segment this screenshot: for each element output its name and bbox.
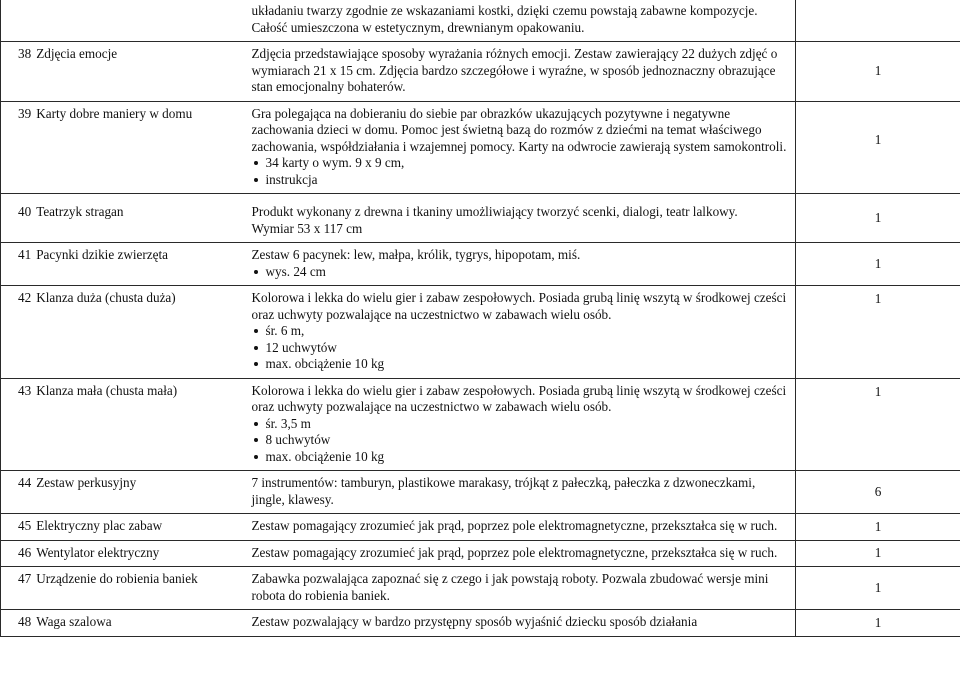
table-row — [1, 514, 960, 541]
spec-item: śr. 6 m, — [252, 323, 791, 340]
item-number: 44 — [18, 475, 32, 490]
item-description-cell — [249, 243, 796, 286]
item-quantity-cell: 1 — [796, 194, 960, 243]
item-number: 40 — [18, 204, 32, 219]
spec-item: 12 uchwytów — [252, 340, 791, 357]
item-quantity-cell — [796, 0, 960, 42]
item-quantity-cell: 1 — [796, 243, 960, 286]
item-description-cell — [249, 471, 796, 514]
item-name: Pacynki dzikie zwierzęta — [36, 247, 168, 262]
table-row — [1, 471, 960, 514]
item-name-cell — [1, 243, 249, 286]
item-quantity-cell: 1 — [796, 610, 960, 637]
item-name-cell — [1, 42, 249, 102]
item-name-cell — [1, 471, 249, 514]
item-description-cell — [249, 610, 796, 637]
table-row — [1, 0, 960, 42]
item-name-cell — [1, 101, 249, 194]
item-name: Wentylator elektryczny — [36, 544, 160, 560]
table-row — [1, 194, 960, 243]
item-name: Klanza duża (chusta duża) — [36, 290, 176, 305]
item-name-cell — [1, 567, 249, 610]
item-quantity-cell: 1 — [796, 378, 960, 471]
item-description-cell — [249, 101, 796, 194]
item-name: Waga szalowa — [36, 614, 112, 629]
table-row — [1, 286, 960, 379]
table-row — [1, 378, 960, 471]
table-row — [1, 243, 960, 286]
item-name: Karty dobre maniery w domu — [36, 105, 193, 121]
description-text: Zestaw pomagający zrozumieć jak prąd, poprzez pole elektromagnetyczne, przekształca się w ruch. — [251, 544, 778, 560]
table-row — [1, 101, 960, 194]
table-row — [1, 42, 960, 102]
item-name: Teatrzyk stragan — [36, 204, 124, 219]
item-quantity-cell: 1 — [796, 42, 960, 102]
item-name: Zdjęcia emocje — [36, 46, 118, 61]
item-name-cell — [1, 378, 249, 471]
table-row — [1, 567, 960, 610]
item-name: Urządzenie do robienia baniek — [36, 571, 198, 586]
item-number: 38 — [18, 46, 32, 61]
item-description-cell — [249, 540, 796, 567]
item-number: 41 — [18, 247, 32, 262]
item-name-cell — [1, 514, 249, 541]
spec-item: 8 uchwytów — [252, 432, 791, 449]
description-text: układaniu twarzy zgodnie ze wskazaniami kostki, dzięki czemu powstają zabawne kompozycje. Całość umieszczona w estetycznym, drewnianym opakowaniu. — [251, 3, 758, 35]
spec-item: instrukcja — [252, 172, 791, 189]
spec-list — [252, 155, 791, 188]
spec-list — [252, 264, 791, 281]
item-quantity-cell: 1 — [796, 514, 960, 541]
item-quantity-cell: 1 — [796, 101, 960, 194]
item-name: Elektryczny plac zabaw — [36, 518, 163, 533]
description-text: Zdjęcia przedstawiające sposoby wyrażania różnych emocji. Zestaw zawierający 22 dużych zdjęć o wymiarach 21 x 15 cm. Zdjęcia bardzo szczegółowe i wyraźne, w sposób jednoznaczny obrazujące stan emocjonalny bohaterów. — [251, 46, 778, 94]
spec-item: 34 karty o wym. 9 x 9 cm, — [252, 155, 791, 172]
item-number: 43 — [18, 382, 32, 398]
item-name-cell — [1, 540, 249, 567]
spec-item: śr. 3,5 m — [252, 416, 791, 433]
item-quantity-cell: 1 — [796, 540, 960, 567]
item-name-cell — [1, 0, 249, 42]
item-name-cell — [1, 610, 249, 637]
item-description-cell — [249, 0, 796, 42]
item-quantity-cell: 6 — [796, 471, 960, 514]
description-text: Kolorowa i lekka do wielu gier i zabaw zespołowych. Posiada grubą linię wszytą w środkowej cześci oraz uchwyty pozwalające na uczestnictwo w zabawach wielu osób. — [251, 290, 787, 322]
description-text: Produkt wykonany z drewna i tkaniny umożliwiający tworzyć scenki, dialogi, teatr lalkowy. — [251, 204, 738, 219]
item-number: 45 — [18, 518, 32, 533]
table-row — [1, 540, 960, 567]
description-text: Zestaw pomagający zrozumieć jak prąd, poprzez pole elektromagnetyczne, przekształca się w ruch. — [251, 518, 778, 533]
description-text: Gra polegająca na dobieraniu do siebie par obrazków ukazujących pozytywne i negatywne zachowania dzieci w domu. Pomoc jest świetną bazą do rozmów z dziećmi na temat właściwego zachowania, współdziałania i wzajemnej pomocy. Karty na odwrocie zawierają system samokontroli. — [251, 105, 787, 154]
item-name: Zestaw perkusyjny — [36, 475, 137, 490]
item-name-cell — [1, 194, 249, 243]
item-quantity-cell: 1 — [796, 567, 960, 610]
item-description-cell — [249, 286, 796, 379]
spec-list — [252, 323, 791, 373]
item-description-cell — [249, 378, 796, 471]
item-number: 48 — [18, 614, 32, 629]
spec-item: max. obciążenie 10 kg — [252, 449, 791, 466]
item-name-cell — [1, 286, 249, 379]
item-description-cell — [249, 514, 796, 541]
table-body — [1, 0, 960, 636]
item-description-cell — [249, 42, 796, 102]
description-text: Zabawka pozwalająca zapoznać się z czego i jak powstają roboty. Pozwala zbudować wersje mini robota do robienia baniek. — [251, 571, 769, 603]
description-text: Wymiar 53 x 117 cm — [251, 220, 363, 236]
item-number: 47 — [18, 571, 32, 586]
item-number: 42 — [18, 290, 32, 305]
description-text: Zestaw pozwalający w bardzo przystępny sposób wyjaśnić dziecku sposób działania — [251, 614, 698, 629]
item-description-cell — [249, 194, 796, 243]
item-description-cell — [249, 567, 796, 610]
item-quantity-cell: 1 — [796, 286, 960, 379]
description-text: 7 instrumentów: tamburyn, plastikowe marakasy, trójkąt z pałeczką, pałeczka z dzwoneczkami, jingle, klawesy. — [251, 475, 756, 507]
description-text: Kolorowa i lekka do wielu gier i zabaw zespołowych. Posiada grubą linię wszytą w środkowej cześci oraz uchwyty pozwalające na uczestnictwo w zabawach wielu osób. — [251, 382, 787, 414]
spec-list — [252, 416, 791, 466]
item-name: Klanza mała (chusta mała) — [36, 382, 178, 398]
spec-item: max. obciążenie 10 kg — [252, 356, 791, 373]
spec-item: wys. 24 cm — [252, 264, 791, 281]
item-number: 46 — [18, 544, 32, 560]
item-number: 39 — [18, 105, 32, 121]
description-text: Zestaw 6 pacynek: lew, małpa, królik, tygrys, hipopotam, miś. — [251, 247, 581, 262]
table-row — [1, 610, 960, 637]
